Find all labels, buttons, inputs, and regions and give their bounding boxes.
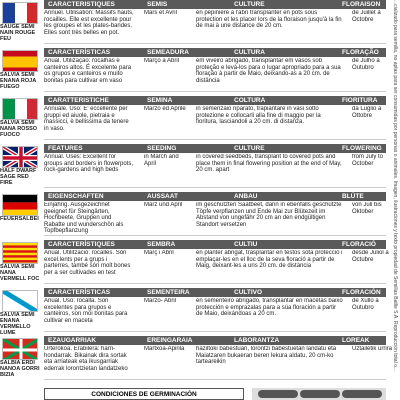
header-sowing: SEEDING <box>147 145 177 152</box>
characteristics-text: Anual. Uso: rocalla. Son excelentes para grupos e canteiros, son moi bonitas para cultivar en maceta <box>44 298 128 324</box>
flowering-text: de Xullo a Outubro <box>352 298 379 311</box>
language-block-en <box>0 144 386 188</box>
seed-icon <box>258 390 298 398</box>
column-headers <box>44 288 386 297</box>
germination-conditions-title: CONDICIONES DE GERMINACIÓN <box>44 388 244 400</box>
characteristics-text: Urterokoa. Erabilera: harri-hondarrak. Bikainak dira sortak eta arriateak eta ikusgarriak ederrak lorontzietan landatzeko <box>44 346 128 372</box>
header-characteristics: CARACTERÍSTICAS <box>48 289 111 296</box>
header-culture: CULTURA <box>234 49 265 56</box>
column-headers <box>44 144 386 153</box>
sowing-text: Martxoa-Apirila <box>144 346 185 352</box>
culture-text: im geschützten Saatbeet, dann in ebenfalls geschützte Töpfe verpflanzen und Ende Mai zur Blütezeit im Abstand von ungefähr 20 cm an den endgültigen Standort versetzen <box>196 202 342 228</box>
column-headers <box>44 240 386 249</box>
row-divider <box>44 331 386 332</box>
header-flowering: BLÜTE <box>342 193 364 200</box>
culture-text: em viveiro abrigado, transplantar em vasos sob proteção e levá-los para o lugar apropriado para a sua floração à partir de Maio, deixando-as a 20 cm. de distância <box>196 58 341 84</box>
column-headers <box>44 0 386 9</box>
legal-sidebar-text <box>389 0 398 400</box>
header-culture: CULTIVO <box>234 289 263 296</box>
flowering-text: da Luglio a Ottobre <box>352 106 382 119</box>
seed-icon <box>342 390 382 398</box>
header-culture: CULTURE <box>234 145 265 152</box>
header-sowing: SEMBRA <box>147 241 176 248</box>
flowering-text: de Juillet à Octobre <box>352 10 381 23</box>
header-sowing: SEMEADURA <box>147 49 189 56</box>
language-block-ca <box>0 240 389 284</box>
sowing-text: in March and April <box>144 154 179 167</box>
variety-name: SALBIA ERDI NANOA GORRI BIZIA <box>0 360 40 378</box>
france-flag-icon <box>2 2 38 24</box>
header-sowing: EREINGARAIA <box>147 337 193 344</box>
culture-text: in covered seedbeds, transplant to covered pots and place them in final flowering position at the end of May, 20 cm. apart <box>196 154 342 173</box>
header-culture: COLTURA <box>234 97 266 104</box>
flowering-text: desde Juliol a Octubre <box>352 250 389 263</box>
row-divider <box>44 91 386 92</box>
sowing-text: Març i Abril <box>144 250 174 256</box>
header-sowing: SEMINA <box>147 97 173 104</box>
characteristics-text: Einjährig. Ausgezeichnet geeignet für Steingärten, Hochbeete, Gruppen und Rabatte und wunderschön als Topfbepflanzung <box>44 202 124 234</box>
row-divider <box>44 283 386 284</box>
language-block-gl <box>0 288 386 336</box>
flowering-text: von Juli bis Oktober <box>352 202 382 215</box>
culture-text: en sementeiro abrigado, transplantar en macetas baixo protección e emprazalas para a súa floración a partir de Maio, deixándoas a 20 cm. <box>196 298 343 317</box>
column-headers <box>44 96 386 105</box>
flowering-text: de Julho a Outubro <box>352 58 380 71</box>
legal-text: ...cializado para semilla, no aptas para ser consumidas por personas o animales. Imagen, ilustraciones y texto propiedad de Semillas Batlle S.A. Reproducción total o... <box>392 0 398 372</box>
row-divider <box>44 187 386 188</box>
catalonia-flag-icon <box>2 242 38 264</box>
header-characteristics: CARACTERÍSTICAS <box>48 49 111 56</box>
sowing-text: Marzo ed Aprile <box>144 106 186 112</box>
header-characteristics: EZAUGARRIAK <box>48 337 97 344</box>
header-characteristics: CARACTERISTIQUES <box>48 1 115 8</box>
characteristics-text: Anual. Utilització: rocalles. Són excel.lents per a grups i parterres, també són molt bones per a ser cultivades en test <box>44 250 131 276</box>
header-sowing: AUSSAAT <box>147 193 178 200</box>
header-characteristics: CARATTERISTICHE <box>48 97 109 104</box>
culture-text: en planter abrigat, trasplantar en testos sota protecció i emplaçar-les en el lloc de la seva floració a partir de Maig, deixant-les a uns 20 cm. de distància <box>196 250 343 269</box>
variety-name: SALVIA SEMI ENANA ROJA FUEGO <box>0 72 36 90</box>
header-sowing: SEMENTEIRA <box>147 289 190 296</box>
column-headers <box>44 192 386 201</box>
sowing-text: März und April <box>144 202 183 208</box>
header-culture: LABORANTZA <box>234 337 280 344</box>
language-block-fr <box>0 0 386 44</box>
variety-name: SAUGE SEMI NAIN ROUGE FEU <box>0 24 36 42</box>
header-characteristics: FEATURES <box>48 145 83 152</box>
variety-name: HALF DWARF SAGE RED FIRE <box>0 168 37 186</box>
italy-flag-icon <box>2 98 38 120</box>
column-headers <box>44 336 386 345</box>
germany-flag-icon <box>2 194 38 216</box>
header-flowering: FLORAÇÃO <box>342 49 379 56</box>
header-flowering: FIORITURA <box>342 97 378 104</box>
header-flowering: FLORAISON <box>342 1 381 8</box>
flowering-text: Uztailetik urrira <box>352 346 392 352</box>
galicia-flag-icon <box>2 290 38 312</box>
flowering-text: from July to October <box>352 154 384 167</box>
row-divider <box>44 379 386 380</box>
culture-text: in semenzaio riparato, trapiantare in vasi sotto protezione e collocarli alla fine di maggio per la fioritura, lasciandoli a 20 cm. di distanza. <box>196 106 321 125</box>
uk-flag-icon <box>2 146 38 168</box>
variety-name: SALVIA SEMI NANA ROSSO FUOCO <box>0 120 38 138</box>
characteristics-text: Annuale. Uso: E' eccellente per gruppi ed aiuole, pietraia e massicci, è bellissima da tenere in vaso. <box>44 106 129 132</box>
variety-name: SALVIA SEMI NANA VERMELL FOC <box>0 264 40 282</box>
variety-name: SALVIA SEMI ENANA VERMELLO LUME <box>0 312 35 336</box>
culture-text: haziltoki babestuan, lorontzi babestuetan landatu eta Maiatzaren bukaeran beren lekura aldatu, 20 cm-ko tarteareikin <box>196 346 337 365</box>
header-flowering: FLOWERING <box>342 145 382 152</box>
header-sowing: SEMIS <box>147 1 168 8</box>
sowing-text: Março a Abril <box>144 58 180 64</box>
header-culture: CULTIU <box>234 241 258 248</box>
characteristics-text: Anual. Utilização: rocalhas e canteiros altos. É excelente para os grupos e canteiros e muito bonitas para cultivar em vaso <box>44 58 132 84</box>
germination-footer <box>0 388 400 400</box>
row-divider <box>44 43 386 44</box>
sowing-text: Mars et Avril <box>144 10 177 16</box>
spain-flag-icon <box>2 50 38 72</box>
variety-name: FEUERSALBEI <box>0 216 39 222</box>
characteristics-text: Annuel. Utilisation: Massifs hauts, rocailles. Elle est excellente pour les groupes et les plates-bandes. Elles sont très belles en pot. <box>44 10 134 36</box>
language-block-es <box>0 48 386 92</box>
header-culture: ANBAU <box>234 193 258 200</box>
header-flowering: FLORACIÓN <box>342 289 381 296</box>
header-characteristics: EIGENSCHAFTEN <box>48 193 104 200</box>
seed-icon <box>300 390 340 398</box>
row-divider <box>44 235 386 236</box>
header-culture: CULTURE <box>234 1 265 8</box>
basque-flag-icon <box>2 338 38 360</box>
header-flowering: FLORACIÓ <box>342 241 376 248</box>
column-headers <box>44 48 386 57</box>
sowing-text: Marzo- Abril <box>144 298 177 304</box>
header-flowering: LOREAK <box>342 337 370 344</box>
germination-icons <box>252 388 386 400</box>
language-block-de <box>0 192 386 236</box>
header-characteristics: CARACTERÍSTIQUES <box>48 241 115 248</box>
culture-text: en pépinière à l'abri transplanter en pots sous protection et les placer lors de la floraison jusqu'à la fin de mai à une distance de 20 cm. <box>196 10 342 29</box>
characteristics-text: Annual. Uses: Excellent for groups and borders in flowerpots, rock-gardens and high beds <box>44 154 134 173</box>
language-block-it <box>0 96 386 140</box>
row-divider <box>44 139 386 140</box>
language-block-eu <box>0 336 392 380</box>
